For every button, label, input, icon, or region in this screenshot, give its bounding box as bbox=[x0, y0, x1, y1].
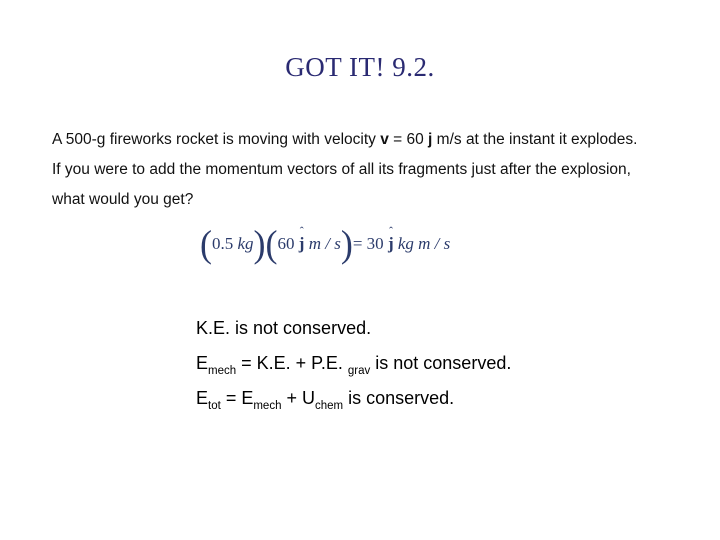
question-text bbox=[52, 125, 692, 215]
answers bbox=[196, 318, 511, 423]
j-hat: ˆ j bbox=[299, 234, 305, 254]
answer-etot: $E_{tot} = E_{mech} + U_{chem}$ is conserved. bbox=[196, 388, 455, 412]
momentum-formula: ( 0.5 kg ) ( 60 ˆ j m / s ) = 30 ˆ j kg m / s bbox=[200, 224, 450, 264]
j-hat-result: ˆ j bbox=[388, 234, 394, 254]
question-line-2: If you were to add the momentum vectors of all its fragments just after the explosion, bbox=[52, 161, 631, 178]
answer-ke: K.E. is not conserved. bbox=[196, 318, 372, 338]
velocity-symbol: v bbox=[380, 131, 389, 148]
slide-title: GOT IT! 9.2. bbox=[285, 52, 435, 82]
j-unit-vector: j bbox=[428, 131, 433, 148]
question-line-1: A 500-g fireworks rocket is moving with velocity v = 60 j m/s at the instant it explodes. bbox=[52, 131, 638, 148]
answer-emech: $E_{mech} = K.E$. + P.E. $_{grav}$ is not conserved. bbox=[196, 353, 512, 377]
question-line-3: what would you get? bbox=[52, 191, 194, 208]
